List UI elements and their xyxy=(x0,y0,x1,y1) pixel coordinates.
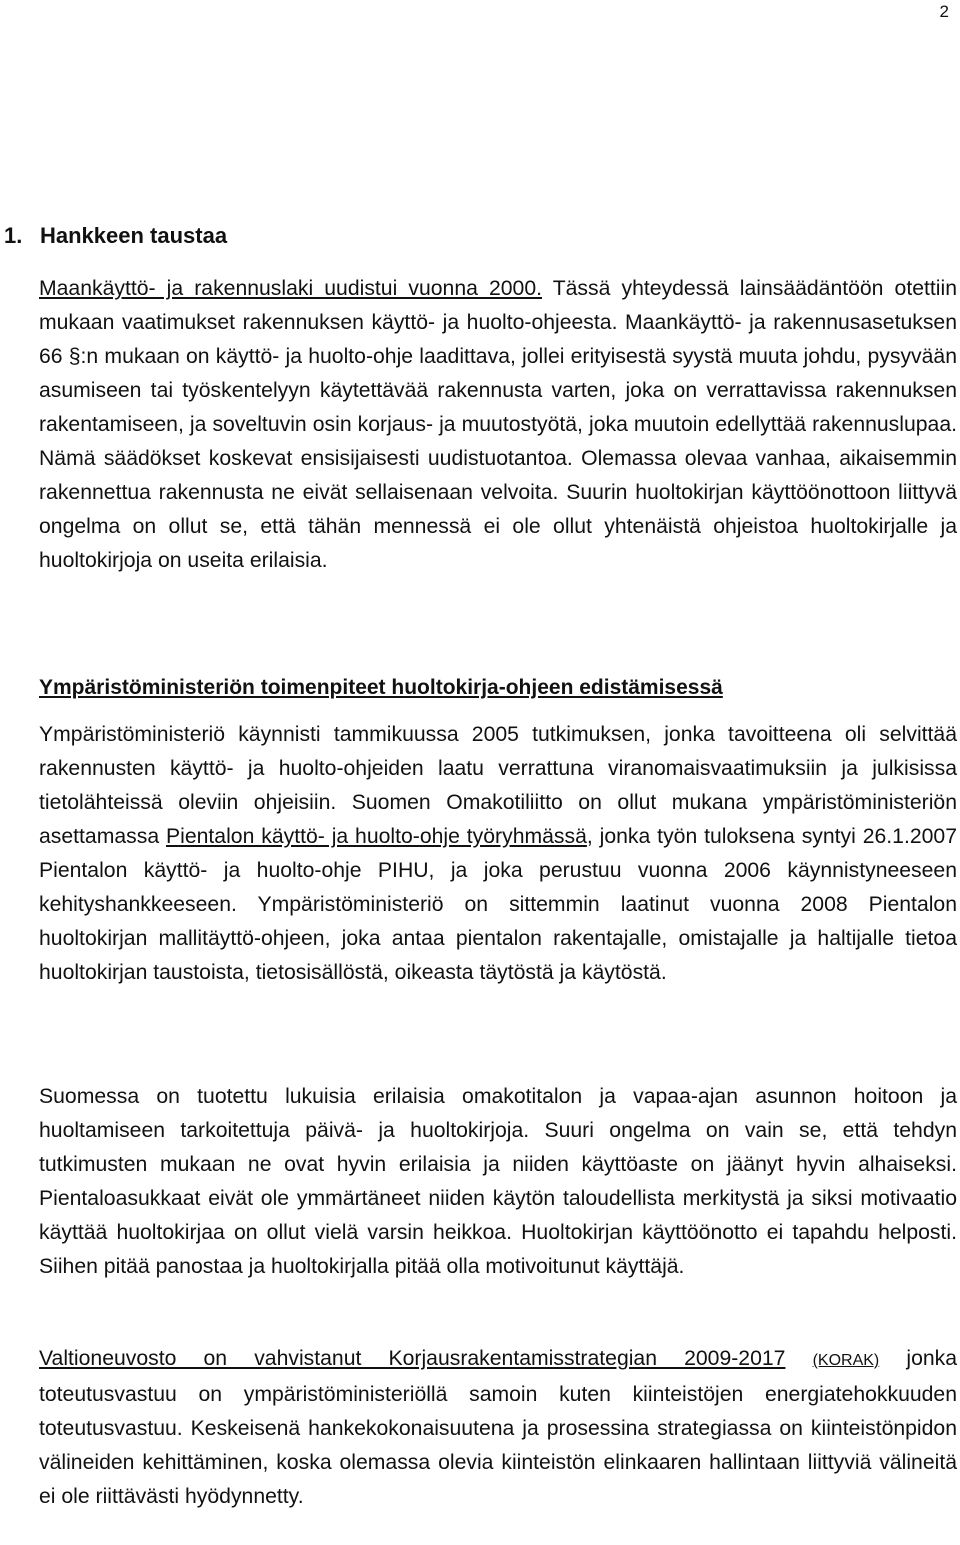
working-group-link[interactable]: Pientalon käyttö- ja huolto-ohje työryhmässä xyxy=(166,825,587,848)
paragraph-strategy xyxy=(39,1342,957,1514)
section-number: 1. xyxy=(4,223,23,248)
paragraph-ministry-text-before: Ympäristöministeriö käynnisti tammikuussa 2005 tutkimuksen, jonka tavoitteena oli selvittää rakennusten käyttö- ja huolto-ohjeiden laatu verrattuna viranomaisvaatimuksiin ja julkisissa tietolähteissä oleviin ohjeisiin. Suomen Omakotiliitto on ollut mukana ympäristöministeriön asettamassa xyxy=(39,723,957,848)
paragraph-maintenance-books: Suomessa on tuotettu lukuisia erilaisia omakotitalon ja vapaa-ajan asunnon hoitoon ja huoltamiseen tarkoitettuja päivä- ja huoltokirjoja. Suuri ongelma on vain se, että tehdyn tutkimusten mukaan ne ovat hyvin erilaisia ja niiden käyttöaste on jäänyt hyvin alhaiseksi. Pientaloasukkaat eivät ole ymmärtäneet niiden käytön taloudellista merkitystä ja siksi motivaatio käyttää huoltokirjaa on ollut vielä varsin heikkoa. Huoltokirjan käyttöönotto ei tapahdu helposti. Siihen pitää panostaa ja huoltokirjalla pitää olla motivoitunut käyttäjä. xyxy=(39,1085,957,1278)
law-link[interactable]: Maankäyttö- ja rakennuslaki uudistui vuonna 2000. xyxy=(39,277,542,300)
paragraph-ministry-text-after: , jonka työn tuloksena syntyi 26.1.2007 Pientalon käyttö- ja huolto-ohje PIHU, ja joka perustuu vuonna 2006 käynnistyneeseen kehityshankkeeseen. Ympäristöministeriö on sittemmin laatinut vuonna 2008 Pientalon huoltokirjan mallitäyttö-ohjeen, joka antaa pientalon rakentajalle, omistajalle ja haltijalle tietoa huoltokirjan taustoista, tietosisällöstä, oikeasta täytöstä ja käytöstä. xyxy=(39,825,957,984)
paragraph-background-text: Tässä yhteydessä lainsäädäntöön otettiin mukaan vaatimukset rakennuksen käyttö- ja huolto-ohjeesta. Maankäyttö- ja rakennusasetuksen 66 §:n mukaan on käyttö- ja huolto-ohje laadittava, jollei erityisestä syystä muuta johdu, pysyvään asumiseen tai työskentelyyn käytettävää rakennusta varten, joka on verrattavissa rakennuksen rakentamiseen, ja soveltuvin osin korjaus- ja muutostyötä, joka muutoin edellyttää rakennuslupaa. Nämä säädökset koskevat ensisijaisesti uudistuotantoa. Olemassa olevaa vanhaa, aikaisemmin rakennettua rakennusta ne eivät sellaisenaan velvoita. Suurin huoltokirjan käyttöönottoon liittyvä ongelma on ollut se, että tähän mennessä ei ole ollut yhtenäistä ohjeistoa huoltokirjalle ja huoltokirjoja on useita erilaisia. xyxy=(39,277,957,572)
paragraph-background xyxy=(39,272,957,578)
strategy-link[interactable]: Valtioneuvosto on vahvistanut Korjausrakentamisstrategian 2009-2017 xyxy=(39,1347,786,1370)
section-heading xyxy=(4,221,227,251)
subheading-ministry-actions: Ympäristöministeriön toimenpiteet huoltokirja-ohjeen edistämisessä xyxy=(39,676,723,699)
page-number: 2 xyxy=(939,2,949,21)
paragraph-ministry xyxy=(39,718,957,990)
section-title: Hankkeen taustaa xyxy=(40,223,228,248)
paragraph-strategy-text: jonka toteutusvastuu on ympäristöministeriöllä samoin kuten kiinteistöjen energiatehokkuuden toteutusvastuu. Keskeisenä hankekokonaisuutena ja prosessina strategiassa on kiinteistönpidon välineiden kehittäminen, koska olemassa olevia kiinteistön elinkaaren hallintaan liittyviä välineitä ei ole riittävästi hyödynnetty. xyxy=(39,1347,958,1508)
korak-abbr[interactable]: (KORAK) xyxy=(812,1352,880,1369)
